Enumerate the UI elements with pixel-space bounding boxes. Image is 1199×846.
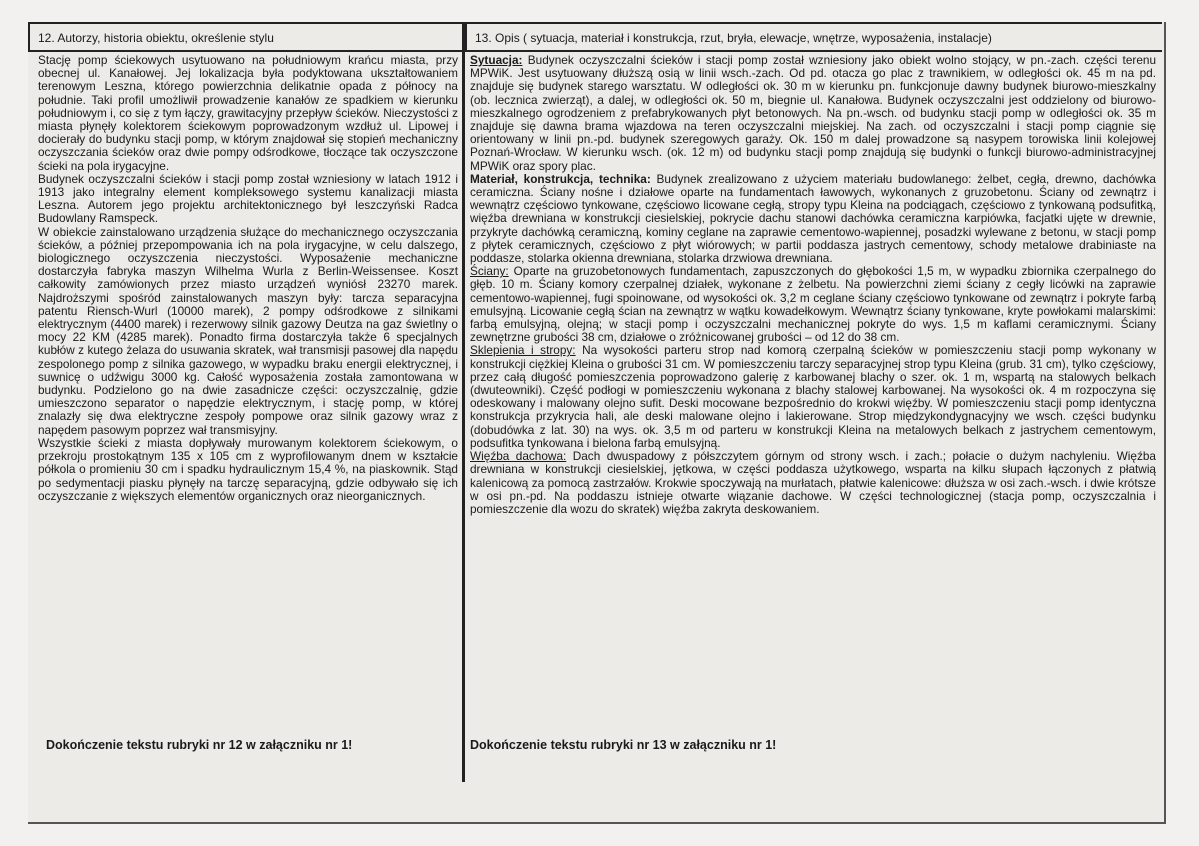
paragraph: Stację pomp ściekowych usytuowano na południowym krańcu miasta, przy obecnej ul. Kanałowej. Jej lokalizacja była podyktowana ukształtowaniem terenowym Leszna, którego powierzchnia delikatnie opada z północy na południe. Taki profil umożliwił prowadzenie kanałów ze spadkiem w kierunku południowym i, co się z tym łączy, grawitacyjny przepływ ścieków. Nieczystości z miasta płynęły kolektorem ściekowym poprowadzonym wzdłuż ul. Lipowej i docierały do budynku stacji pomp, w którym znajdował się stopień mechaniczny oczyszczania ścieków oraz dwie pompy odśrodkowe, tłoczące tak oczyszczone ścieki na pola irygacyjne.: [38, 54, 458, 173]
material-text: Budynek zrealizowano z użyciem materiału budowlanego: żelbet, cegła, drewno, dachówka ceramiczna. Ściany nośne i działowe oparte na fundamentach ławowych, wykonanych z gruzobetonu. Ściany od zewnątrz i wewnątrz częściowo tynkowane, częściowo licowane cegłą, stropy typu Kleina na podciągach, częściowo z tynkowaną podsufitką, więźba drewniana w konstrukcji ciesielskiej, pokrycie dachu stanowi dachówka ceramiczna karpiówka, facjatki ujęte w drewnie, przykryte dachówką ceramiczną, kominy ceglane na zaprawie cementowo-wapiennej, posadzki wylewane z betonu, w stacji pomp z płytek ceramicznych, częściowo z płyt wiórowych; w partii poddasza jastrych cementowy, schody metalowe drabiniaste na poddasze, stolarka okienna drewniana, stolarka drzwiowa drewniana.: [470, 171, 1156, 266]
paragraph: Wszystkie ścieki z miasta dopływały murowanym kolektorem ściekowym, o przekroju prostokątnym 135 x 105 cm z wyprofilowanym dnem w kształcie półkola o promieniu 30 cm i spadku hydraulicznym 15,4 %, na piaskownik. Stąd po sedymentacji piasku płynęły na tarczę separacyjną, gdzie odbywało się ich oczyszczanie z większych elementów organicznych oraz nieorganicznych.: [38, 435, 458, 503]
section-13-footer-note: Dokończenie tekstu rubryki nr 13 w załączniku nr 1!: [470, 738, 777, 752]
walls-heading: Ściany:: [470, 264, 509, 279]
roof-paragraph: [470, 450, 1156, 516]
situation-text: Budynek oczyszczalni ścieków i stacji pomp został wzniesiony jako obiekt wolno stojący, w pn.-zach. części terenu MPWiK. Jest usytuowany dłuższą osią w linii wsch.-zach. Od pd. otacza go plac z trawnikiem, w odległości ok. 45 m na pd. znajduje się budynek starego warsztatu. W odległości ok. 30 m w kierunku pn. funkcjonuje dawny budynek biurowo-mieszkalny (ob. lecznica zwierząt), a dalej, w odległości ok. 50 m, biegnie ul. Kanałowa. Budynek oczyszczalni jest oddzielony od biurowo-mieszkalnego ogrodzeniem z prefabrykowanych płyt betonowych. Na pn.-wsch. od budynku stacji pomp w odległości ok. 35 m znajduje się dawna brama wjazdowa na teren oczyszczalni miejskiej. Na zach. od oczyszczalni i stacji pomp ciągnie się orientowany w linii pn.-pd. budynek szeregowych garaży. Ok. 150 m dalej prowadzone są nasypem torowiska linii kolejowej Poznań-Wrocław. W kierunku wsch. (ok. 12 m) od budynku stacji pomp znajdują się budynki o funkcji biurowo-administracyjnej MPWiK oraz spory plac.: [470, 54, 1156, 173]
ceilings-heading: Sklepienia i stropy:: [470, 343, 576, 358]
material-heading: Materiał, konstrukcja, technika:: [470, 171, 651, 186]
section-12-header: 12. Autorzy, historia obiektu, określenie stylu: [28, 22, 463, 52]
paragraph: W obiekcie zainstalowano urządzenia służące do mechanicznego oczyszczania ścieków, a później przepompowania ich na pola irygacyjne, w celu dalszego, biologicznego oczyszczenia nieczystości. Wyposażenie mechaniczne dostarczyła fabryka maszyn Wilhelma Wurla z Berlin-Weissensee. Koszt całkowity zamówionych przez miasto urządzeń wyniósł 23270 marek. Najdroższymi spośród zainstalowanych maszyn były: tarcza separacyjna patentu Riensch-Wurl (10000 marek), 2 pompy odśrodkowe z silnikami elektrycznym (4400 marek) i rezerwowy silnik gazowy Deutza na gaz świetlny o mocy 22 KM (4285 marek). Ponadto firma dostarczyła także 6 specjalnych kubłów z kutego żelaza do usuwania skratek, wał transmisji pasowej dla napędu zespolonego pomp z silnika gazowego, w wypadku braku energii elektrycznej, i suwnicę o udźwigu 3000 kg. Całość wyposażenia została zamontowana w budynku. Podzielono go na dwie zasadnicze części: oczyszczalnię, gdzie umieszczono separator o napędzie elektrycznym, i stację pomp, w której znalazły się dwa elektryczne zespoły pompowe oraz silnik gazowy wraz z napędem pasowym poprzez wał transmisyjny.: [38, 224, 458, 437]
roof-heading: Więźba dachowa:: [470, 449, 567, 464]
form-sheet: [28, 22, 1166, 824]
situation-heading: Sytuacja:: [470, 54, 523, 67]
situation-paragraph: [470, 54, 1156, 173]
section-12-footer-note: Dokończenie tekstu rubryki nr 12 w załączniku nr 1!: [46, 738, 353, 752]
section-13-header: 13. Opis ( sytuacja, materiał i konstrukcja, rzut, bryła, elewacje, wnętrze, wyposażenia, instalacje): [465, 22, 1162, 52]
ceilings-paragraph: [470, 344, 1156, 450]
column-divider: [462, 22, 465, 782]
walls-paragraph: [470, 265, 1156, 344]
roof-text: Dach dwuspadowy z półszczytem górnym od strony wsch. i zach.; połacie o dużym nachyleniu. Więźba drewniana w konstrukcji ciesielskiej, jętkowa, w części poddasza użytkowego, wsparta na kilku słupach łączonych z płatwią kalenicową za pomocą zastrzałów. Krokwie spoczywają na murłatach, płatwie kalenicowe: dłuższa w osi zach.-wsch. i dwie krótsze w osi pn.-pd. Na poddaszu istnieje otwarte wiązanie dachowe. W części technologicznej (stacja pomp, oczyszczalnia i pomieszczenie dla wozu do skratek) więźba zakryta deskowaniem.: [470, 449, 1156, 516]
paragraph: Budynek oczyszczalni ścieków i stacji pomp został wzniesiony w latach 1912 i 1913 jako integralny element kompleksowego systemu kanalizacji miasta Leszna. Autorem jego projektu architektonicznego był leszczyński Radca Budowlany Ramspeck.: [38, 171, 458, 226]
ceilings-text: Na wysokości parteru strop nad komorą czerpalną ścieków w pomieszczeniu stacji pomp wykonany w konstrukcji ciężkiej Kleina o grubości 31 cm. W pomieszczeniu tarczy separacyjnej strop typu Kleina (grub. 31 cm), tylko częściowy, przez całą długość pomieszczenia poprowadzono galerię z karbowanej blachy o szer. ok. 1 m, wspartą na stalowych belkach (dwuteowniki). Część podłogi w pomieszczeniu wykonana z blachy stalowej karbowanej. Na wysokości ok. 4 m rozpoczyna się odeskowany i malowany olejno sufit. Deski mocowane bezpośrednio do krokwi więźby. W pomieszczeniu stacji pomp identyczna konstrukcja przykrycia hali, ale deski malowane olejno i lakierowane. Strop międzykondygnacyjny we wsch. części budynku (dobudówka z lat. 30) na wys. ok. 3,5 m od parteru w konstrukcji Kleina na metalowych belkach z jastrychem cementowym, podsufitka tynkowana i bielona farbą emulsyjną.: [470, 343, 1156, 450]
section-13-body: [470, 54, 1156, 754]
walls-text: Oparte na gruzobetonowych fundamentach, zapuszczonych do głębokości 1,5 m, w wypadku zbiornika czerpalnego do głęb. 10 m. Ściany komory czerpalnej działek, wykonane z żelbetu. Na powierzchni ziemi ściany z cegły licówki na zaprawie cementowo-wapiennej, fugi spoinowane, od wysokości ok. 3,2 m ceglane ściany częściowo tynkowane od zewnątrz i pokryte farbą emulsyjną. Licowanie cegłą ścian na zewnątrz w wątku kowadełkowym. Wewnątrz ściany tynkowane, kryte powłokami malarskimi: farbą emulsyjną, olejną; w stacji pomp i oczyszczalni mechanicznej pokryte do wys. 1,5 m kaflami ceramicznymi. Ściany zewnętrzne grubości 38 cm, działowe o zróżnicowanej grubości – od 12 do 38 cm.: [470, 264, 1156, 345]
section-12-body: [38, 54, 458, 754]
material-paragraph: [470, 173, 1156, 265]
